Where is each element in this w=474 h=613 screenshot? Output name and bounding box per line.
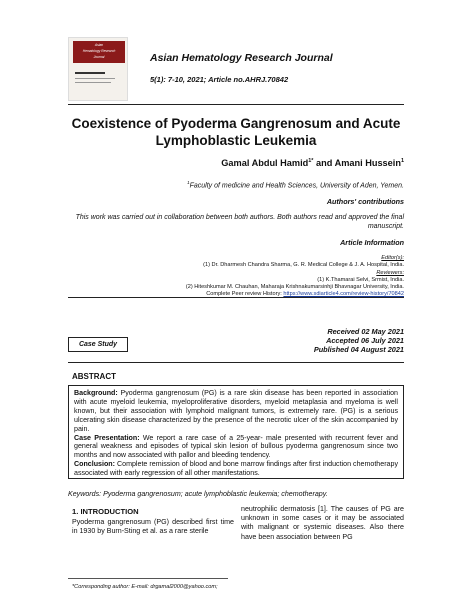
header-divider xyxy=(68,104,404,105)
cover-decoration xyxy=(75,82,111,83)
cover-decoration xyxy=(75,78,115,79)
reviewer-entry-2: (2) Hiteshkumar M. Chauhan, Maharaja Krishnakumarsinhji Bhavnagar University, India. xyxy=(185,284,404,291)
journal-name: Asian Hematology Research Journal xyxy=(150,52,333,64)
journal-issue-info: 5(1): 7-10, 2021; Article no.AHRJ.70842 xyxy=(150,75,289,84)
keywords: Keywords: Pyoderma gangrenosum; acute lymphoblastic leukemia; chemotherapy. xyxy=(68,490,328,498)
author-2-affiliation-mark: 1 xyxy=(400,158,404,164)
reviewers-label: Reviewers: xyxy=(376,269,404,276)
article-type-badge: Case Study xyxy=(68,337,128,352)
case-label: Case Presentation: xyxy=(74,433,140,442)
peer-review-link[interactable]: https://www.sdiarticle4.com/review-history/70842 xyxy=(283,291,404,298)
paper-title xyxy=(68,115,404,149)
editor-entry: (1) Dr. Dharmesh Chandra Sharma, G. R. Medical College & J. A. Hospital, India. xyxy=(203,262,404,269)
paper-title-line-1: Coexistence of Pyoderma Gangrenosum and Acute xyxy=(71,116,401,131)
section-heading-introduction: 1. INTRODUCTION xyxy=(72,507,139,516)
author-2: Amani Hussein xyxy=(334,158,401,169)
cover-decoration xyxy=(75,72,105,74)
author-1: Gamal Abdul Hamid xyxy=(221,158,309,169)
cover-line-2: Hematology Research xyxy=(82,49,116,53)
abstract-conclusion xyxy=(74,460,398,478)
conclusion-text: Complete remission of blood and bone marrow findings after first induction chemotherapy associated with early regression of all other manifestations. xyxy=(74,460,398,478)
author-separator: and xyxy=(313,158,335,169)
reviewer-entry-1: (1) K.Thamarai Selvi, Srmist, India. xyxy=(317,276,404,283)
cover-line-3: Journal xyxy=(93,55,105,59)
affiliation-mark: 1 xyxy=(187,180,190,185)
paper-title-line-2: Lymphoblastic Leukemia xyxy=(155,133,317,148)
author-list xyxy=(221,158,404,168)
background-label: Background: xyxy=(74,389,118,397)
date-published: Published 04 August 2021 xyxy=(313,345,404,355)
article-info-heading: Article Information xyxy=(340,238,404,247)
background-text: Pyoderma gangrenosum (PG) is a rare skin disease has been reported in association with acute myeloid leukemia, myeloproliferative disorders, myeloid metaplasia and myeloma is well known, but their association with lymphoid malignant tumors, is extremely rare. (PG) is a serious ulcerating skin disease characterized by the presence of the necrotic ulcer of the skin accompanied by pain. xyxy=(74,389,398,433)
abstract-divider xyxy=(68,362,404,363)
date-received: Received 02 May 2021 xyxy=(327,327,404,336)
case-text: We report a rare case of a 25-year- male presented with recurrent fever and general weakness and episodes of typical skin lesion of bullous pyoderma gangrenosum since two months and now associated with pallor and bleeding tendency. xyxy=(74,433,398,460)
author-1-affiliation-mark: 1* xyxy=(308,158,314,164)
abstract-background xyxy=(74,389,398,434)
date-accepted: Accepted 06 July 2021 xyxy=(326,336,404,346)
publication-dates xyxy=(314,327,404,355)
contributions-text: This work was carried out in collaboration between both authors. Both authors read and approved the final manuscript. xyxy=(75,214,404,230)
affiliation xyxy=(187,180,404,189)
intro-left-column: Pyoderma gangrenosum (PG) described first time in 1930 by Burn-Sting et al. as a rare sterile xyxy=(72,518,234,536)
article-info-block xyxy=(186,255,404,299)
abstract-heading: ABSTRACT xyxy=(72,372,116,381)
intro-right-column: neutrophilic dermatosis [1]. The causes of PG are unknown in some cases or it may be associated with malignant or systemic diseases. Also there have been association between PG xyxy=(241,505,404,541)
affiliation-text: Faculty of medicine and Health Sciences, University of Aden, Yemen. xyxy=(189,182,404,190)
cover-banner xyxy=(73,41,125,63)
abstract-box xyxy=(68,385,404,479)
corresponding-author-footnote: *Corresponding author: E-mail: drgamal2000@yahoo.com; xyxy=(72,584,218,590)
abstract-case xyxy=(74,434,398,461)
cover-line-1: Asian xyxy=(94,43,104,47)
conclusion-label: Conclusion: xyxy=(74,460,115,469)
footnote-divider xyxy=(68,578,228,579)
info-divider xyxy=(68,297,404,298)
journal-cover-image xyxy=(68,37,128,101)
editor-label: Editor(s): xyxy=(381,255,404,261)
contributions-heading: Authors' contributions xyxy=(326,197,404,206)
peer-review-label: Complete Peer review History: xyxy=(206,291,284,298)
